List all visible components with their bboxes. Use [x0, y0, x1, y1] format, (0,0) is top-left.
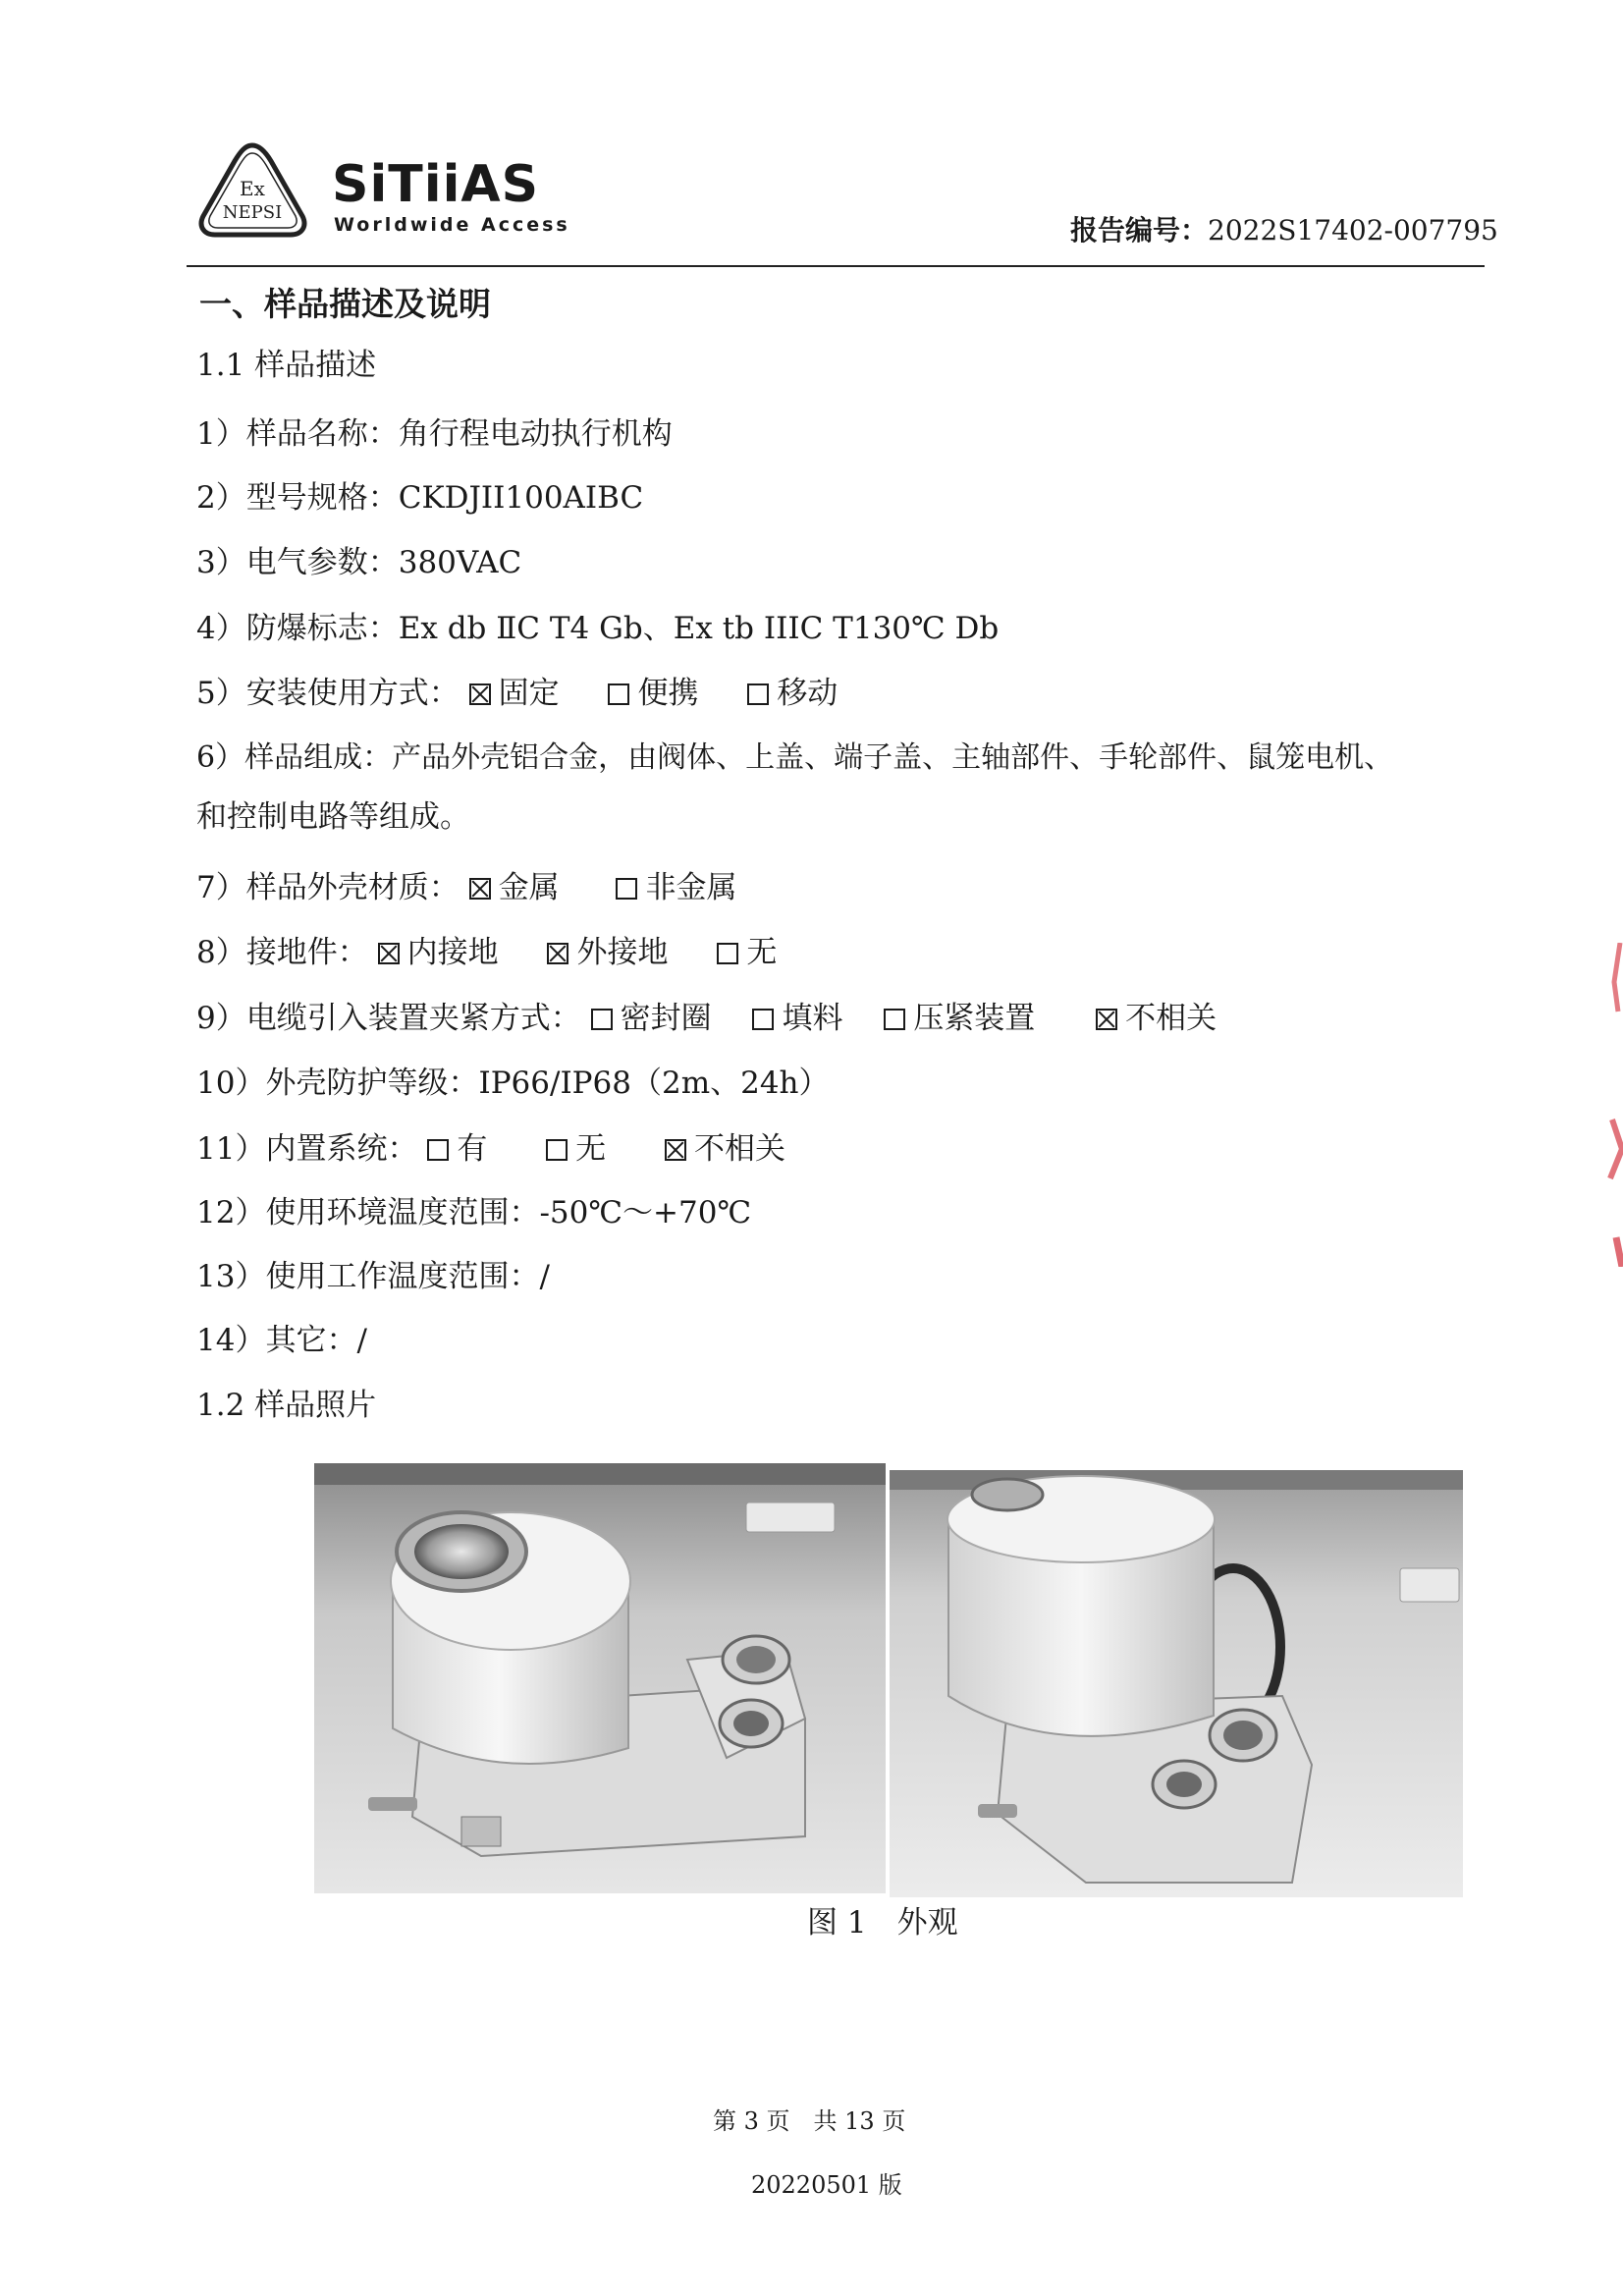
item-internal-system-label: 11）内置系统： — [196, 1131, 418, 1167]
report-number — [1070, 209, 1498, 248]
option-label: 密封圈 — [620, 1001, 712, 1036]
item-installation-label: 5）安装使用方式： — [196, 676, 460, 711]
option-external-ground — [547, 933, 668, 972]
option-label: 移动 — [777, 676, 839, 711]
document-version: 20220501 版 — [751, 2171, 902, 2199]
option-not-applicable — [665, 1129, 785, 1169]
checkbox-unchecked — [747, 683, 769, 705]
item-grounding — [196, 933, 816, 972]
option-internal-ground — [378, 933, 499, 972]
item-sample-name: 1）样品名称：角行程电动执行机构 — [196, 416, 673, 452]
option-label: 金属 — [498, 870, 560, 905]
item-ip-rating: 10）外壳防护等级：IP66/IP68（2m、24h） — [196, 1066, 830, 1101]
nepsi-name-text: NEPSI — [222, 202, 283, 223]
checkbox-unchecked — [752, 1009, 774, 1030]
checkbox-unchecked — [608, 683, 629, 705]
section-title: 一、样品描述及说明 — [199, 285, 491, 323]
option-label: 有 — [457, 1131, 488, 1167]
nepsi-logo — [196, 141, 309, 240]
option-label: 填料 — [782, 1001, 843, 1036]
option-not-applicable — [1096, 999, 1217, 1038]
option-nonmetal — [616, 868, 736, 907]
item-cable-entry — [196, 999, 1256, 1038]
item-model: 2）型号规格：CKDJII100AIBC — [196, 480, 644, 516]
item-grounding-label: 8）接地件： — [196, 935, 368, 970]
seal-stamp-fragment — [1593, 943, 1623, 1267]
subsection-heading-photos: 1.2 样品照片 — [196, 1388, 377, 1423]
checkbox-checked — [378, 943, 400, 964]
item-working-temp: 13）使用工作温度范围：/ — [196, 1259, 550, 1294]
checkbox-unchecked — [717, 943, 738, 964]
option-fixed — [469, 674, 560, 713]
header-divider — [187, 265, 1485, 267]
sample-photo-side — [890, 1470, 1463, 1897]
checkbox-unchecked — [591, 1009, 613, 1030]
option-no — [546, 1129, 606, 1169]
checkbox-unchecked — [884, 1009, 905, 1030]
option-label: 固定 — [498, 676, 560, 711]
brand-name: SiTiiAS — [332, 155, 540, 214]
item-enclosure-material — [196, 868, 776, 907]
checkbox-checked — [469, 878, 491, 900]
option-label: 不相关 — [694, 1131, 786, 1167]
option-mobile — [747, 674, 838, 713]
option-label: 压紧装置 — [913, 1001, 1036, 1036]
item-ambient-temp: 12）使用环境温度范围：-50℃～+70℃ — [196, 1195, 752, 1230]
option-none — [717, 933, 777, 972]
option-seal-ring — [591, 999, 712, 1038]
item-cable-entry-label: 9）电缆引入装置夹紧方式： — [196, 1001, 581, 1036]
checkbox-checked — [547, 943, 568, 964]
option-metal — [469, 868, 560, 907]
option-label: 无 — [575, 1131, 607, 1167]
report-number-label: 报告编号： — [1070, 214, 1209, 246]
option-label: 便携 — [637, 676, 699, 711]
option-label: 非金属 — [645, 870, 737, 905]
checkbox-unchecked — [616, 878, 637, 900]
item-electrical: 3）电气参数：380VAC — [196, 545, 522, 580]
checkbox-checked — [665, 1139, 686, 1161]
checkbox-unchecked — [546, 1139, 568, 1161]
item-enclosure-label: 7）样品外壳材质： — [196, 870, 460, 905]
option-packing — [752, 999, 842, 1038]
subsection-heading: 1.1 样品描述 — [196, 348, 377, 383]
option-label: 无 — [746, 935, 778, 970]
sitiias-logo — [332, 155, 572, 236]
option-compression — [884, 999, 1035, 1038]
option-portable — [608, 674, 698, 713]
option-yes — [427, 1129, 487, 1169]
report-number-value: 2022S17402-007795 — [1208, 214, 1498, 246]
figure-caption: 图 1 外观 — [807, 1905, 958, 1941]
checkbox-checked — [469, 683, 491, 705]
option-label: 外接地 — [576, 935, 669, 970]
page-number: 第 3 页 共 13 页 — [713, 2107, 906, 2135]
nepsi-ex-text: Ex — [240, 177, 265, 200]
brand-tagline: Worldwide Access — [334, 214, 570, 236]
item-composition-line1: 6）样品组成：产品外壳铝合金，由阀体、上盖、端子盖、主轴部件、手轮部件、鼠笼电机、 — [196, 740, 1394, 775]
option-label: 不相关 — [1125, 1001, 1217, 1036]
item-composition-line2: 和控制电路等组成。 — [196, 799, 470, 835]
item-internal-system — [196, 1129, 825, 1169]
checkbox-checked — [1096, 1009, 1117, 1030]
option-label: 内接地 — [406, 935, 499, 970]
item-installation — [196, 674, 877, 713]
item-ex-marking: 4）防爆标志：Ex db ⅡC T4 Gb、Ex tb IIIC T130℃ Db — [196, 611, 1000, 646]
sample-photo-front — [314, 1463, 886, 1893]
checkbox-unchecked — [427, 1139, 449, 1161]
item-other: 14）其它：/ — [196, 1323, 367, 1358]
